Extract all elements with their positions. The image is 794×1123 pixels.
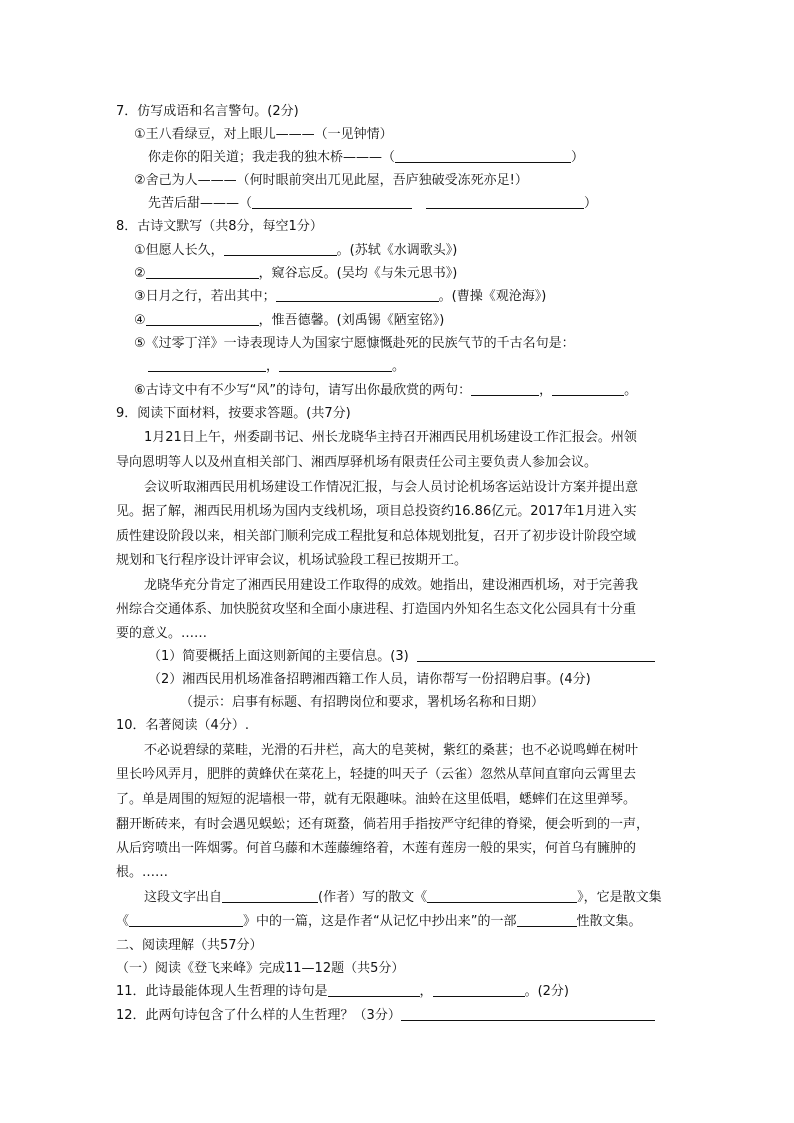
q8-item-5: ⑤《过零丁洋》一诗表现诗人为国家宁愿慷慨赴死的民族气节的千古名句是： — [134, 336, 575, 351]
q7-close-2: ） — [584, 196, 598, 211]
q7-title: 7．仿写成语和名言警句。(2分) — [116, 104, 299, 119]
q9-p3-line-3: 要的意义。…… — [116, 626, 208, 641]
q9-p2-line-3: 质性建设阶段以来，相关部门顺利完成工程批复和总体规划批复，召开了初步设计阶段空域 — [116, 529, 637, 544]
q12-text: 12．此两句诗包含了什么样的人生哲理？（3分） — [116, 1008, 401, 1023]
q10-blank-essay[interactable] — [427, 888, 577, 903]
q9-title: 9．阅读下面材料，按要求答题。(共7分) — [116, 406, 351, 421]
q12 — [116, 1006, 655, 1026]
q9-p1-line-2: 导向恩明等人以及州直相关部门、湘西厚驿机场有限责任公司主要负责人参加会议。 — [116, 455, 598, 470]
q8-item-4-b: ，惟吾德馨。(刘禹锡《陋室铭》) — [258, 313, 445, 328]
q8-item-5-answers — [148, 357, 405, 377]
q9-p1-line-1: 1月21日上午，州委副书记、州长龙晓华主持召开湘西民用机场建设工作汇报会。州领 — [144, 430, 637, 445]
q10-text-5: 从后窍喷出一阵烟雾。何首乌藤和木莲藤缠络着，木莲有莲房一般的果实，何首乌有臃肿的 — [116, 841, 637, 856]
q10-title: 10．名著阅读（4分）. — [116, 718, 249, 733]
q11-blank-1[interactable] — [328, 982, 420, 997]
q10-blank-author[interactable] — [222, 888, 318, 903]
q9-p3-line-1: 龙晓华充分肯定了湘西民用建设工作取得的成效。她指出，建设湘西机场，对于完善我 — [144, 578, 639, 593]
q8-blank-5b[interactable] — [279, 357, 392, 372]
q10-fill-2 — [116, 912, 642, 932]
q11-comma: ， — [419, 984, 433, 999]
q10-fill-1-a: 这段文字出自 — [144, 890, 223, 905]
q7-line-3: ②舍己为人———（何时眼前突出兀见此屋，吾庐独破受冻死亦足!） — [134, 173, 528, 188]
q8-blank-4[interactable] — [146, 311, 259, 326]
q8-item-1-b: 。(苏轼《水调歌头》) — [336, 243, 458, 258]
q8-blank-3[interactable] — [276, 287, 439, 302]
q10-fill-2-a: 《 — [116, 914, 130, 929]
q10-fill-2-c: 性散文集。 — [576, 914, 642, 929]
q9-p2-line-4: 规划和飞行程序设计评审会议，机场试验段工程已按期开工。 — [116, 553, 468, 568]
q8-comma-1: ， — [266, 359, 280, 374]
q10-text-2: 里长吟风弄月，肥胖的黄蜂伏在菜花上，轻捷的叫天子（云雀）忽然从草间直窜向云霄里去 — [116, 767, 637, 782]
q8-item-4 — [134, 311, 444, 331]
q7-blank-2[interactable] — [252, 194, 412, 209]
q9-p2-line-1: 会议听取湘西民用机场建设工作情况汇报，与会人员讨论机场客运站设计方案并提出意 — [144, 480, 639, 495]
q9-answer-blank[interactable] — [417, 647, 655, 662]
q8-item-3 — [134, 287, 546, 307]
q8-blank-6a[interactable] — [471, 381, 539, 396]
q7-line-2-text: 你走你的阳关道；我走我的独木桥———（ — [148, 150, 396, 165]
q8-item-3-b: 。(曹操《观沧海》) — [438, 289, 547, 304]
q8-blank-6b[interactable] — [552, 381, 624, 396]
q11-text: 11．此诗最能体现人生哲理的诗句是 — [116, 984, 328, 999]
q9-sub-1 — [148, 647, 655, 667]
q8-period-2: 。 — [624, 383, 638, 398]
q8-item-4-a: ④ — [134, 313, 146, 328]
q10-text-6: 根。…… — [116, 865, 169, 880]
q9-p2-line-2: 见。据了解，湘西民用机场为国内支线机场，项目总投资约16.86亿元。2017年1月进入实 — [116, 504, 637, 519]
q8-comma-2: ， — [539, 383, 553, 398]
q7-close-1: ） — [571, 150, 585, 165]
q7-line-4 — [148, 194, 597, 214]
q8-title: 8．古诗文默写（共8分，每空1分） — [116, 219, 323, 234]
q8-item-3-a: ③日月之行，若出其中； — [134, 289, 276, 304]
q9-tip: （提示：启事有标题、有招聘岗位和要求，署机场名称和日期） — [180, 695, 545, 710]
q7-line-4-text: 先苦后甜———（ — [148, 196, 253, 211]
q9-p3-line-2: 州综合交通体系、加快脱贫攻坚和全面小康进程、打造国内外知名生态文化公园具有十分重 — [116, 602, 637, 617]
sub-section-1-heading: （一）阅读《登飞来峰》完成11—12题（共5分） — [116, 961, 405, 976]
q8-blank-1[interactable] — [224, 241, 337, 256]
q8-period-1: 。 — [392, 359, 406, 374]
q8-item-6 — [134, 381, 637, 401]
q10-fill-2-b: 》中的一篇，这是作者“从记忆中抄出来”的一部 — [243, 914, 517, 929]
q10-fill-1-c: 》，它是散文集 — [577, 890, 662, 905]
q11-score: 。(2分) — [524, 984, 569, 999]
q7-line-2 — [148, 148, 584, 168]
q7-blank-3[interactable] — [426, 194, 584, 209]
q10-text-1: 不必说碧绿的菜畦，光滑的石井栏，高大的皂荚树，紫红的桑葚；也不必说鸣蝉在树叶 — [144, 743, 639, 758]
q8-blank-2[interactable] — [146, 264, 259, 279]
q10-text-4: 翻开断砖来，有时会遇见蜈蚣；还有斑蝥，倘若用手指按严守纪律的脊梁，便会听到的一声， — [116, 817, 650, 832]
q9-sub-1-text: （1）简要概括上面这则新闻的主要信息。(3) — [148, 649, 409, 664]
q10-text-3: 了。单是周围的短短的泥墙根一带，就有无限趣味。油蛉在这里低唱，蟋蟀们在这里弹琴。 — [116, 792, 637, 807]
q8-item-1 — [134, 241, 457, 261]
q7-line-1: ①王八看绿豆，对上眼儿———（一见钟情） — [134, 127, 393, 142]
q8-item-6-text: ⑥古诗文中有不少写“风”的诗句，请写出你最欣赏的两句： — [134, 383, 472, 398]
q9-sub-2: （2）湘西民用机场准备招聘湘西籍工作人员，请你帮写一份招聘启事。(4分) — [148, 672, 591, 687]
q8-item-1-a: ①但愿人长久， — [134, 243, 224, 258]
q11 — [116, 982, 569, 1002]
q10-blank-type[interactable] — [517, 912, 577, 927]
q12-blank[interactable] — [401, 1006, 655, 1021]
q11-blank-2[interactable] — [433, 982, 525, 997]
q7-blank-1[interactable] — [395, 148, 571, 163]
q10-blank-collection[interactable] — [129, 912, 243, 927]
q8-blank-5a[interactable] — [148, 357, 266, 372]
q8-item-2 — [134, 264, 457, 284]
q10-fill-1 — [144, 888, 662, 908]
q8-item-2-b: ，窥谷忘反。(吴均《与朱元思书》) — [258, 266, 458, 281]
q8-item-2-a: ② — [134, 266, 146, 281]
section-2-heading: 二、阅读理解（共57分） — [116, 938, 263, 953]
q10-fill-1-b: (作者）写的散文《 — [318, 890, 428, 905]
